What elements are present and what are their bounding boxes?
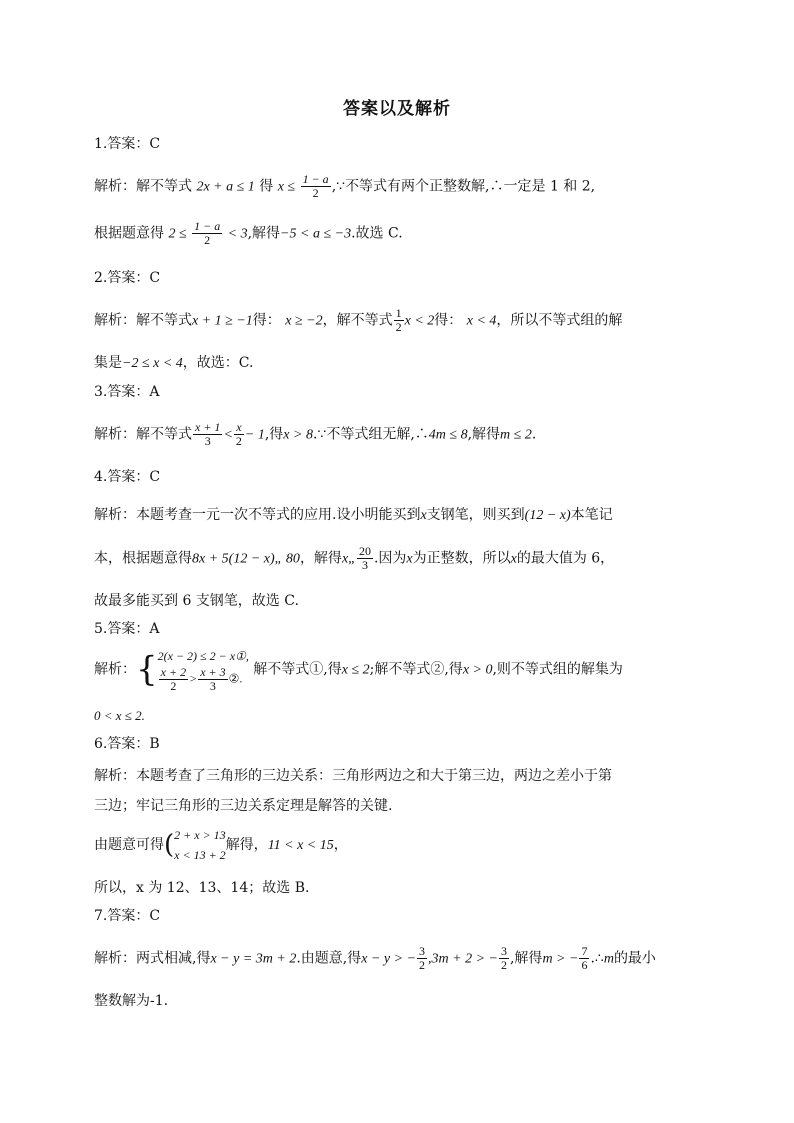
math: x − y = 3m + 2 xyxy=(210,951,297,967)
fraction: $\frac{3}{2}$ xyxy=(419,944,426,972)
text: ,解得 xyxy=(247,225,281,242)
q6-solution-line4: 所以，x 为 12、13、14；故选 B. xyxy=(94,880,310,896)
text: 解不等式①,得 xyxy=(253,661,342,678)
text: . xyxy=(531,426,537,443)
fraction: $\frac{1 - a}{2}$ xyxy=(302,172,329,200)
math: < xyxy=(223,427,233,443)
q6-solution-line2: 三边；牢记三角形的三边关系定理是解答的关键. xyxy=(94,798,393,814)
text: 为正整数，所以 xyxy=(412,550,511,567)
text: 解析：解不等式 xyxy=(94,426,192,443)
math: −5 < a ≤ −3 xyxy=(280,226,352,242)
text: ,解得 xyxy=(467,426,501,443)
text: 解析： xyxy=(94,661,136,678)
q5-answer: 5.答案：A xyxy=(94,621,160,637)
math: 8x + 5(12 − x)„ 80 xyxy=(192,551,300,567)
text: ，解不等式 xyxy=(322,312,393,329)
math: 2 ≤ xyxy=(168,226,187,242)
text: 解析：解不等式 xyxy=(94,178,192,195)
math: x > 8 xyxy=(283,427,313,443)
math: x > 0 xyxy=(462,662,493,678)
q3-answer: 3.答案：A xyxy=(94,384,160,400)
math: x − y > − xyxy=(361,951,417,967)
math: x xyxy=(420,508,427,523)
q7-solution-line1 xyxy=(94,945,700,972)
math: x < 4 xyxy=(466,313,497,329)
text: 的最小 xyxy=(613,950,656,967)
text: ,则不等式组的解集为 xyxy=(492,661,623,678)
fraction: $\frac{7}{6}$ xyxy=(581,944,588,972)
q4-solution-line1 xyxy=(94,506,700,525)
answer-document xyxy=(94,94,700,1010)
text: .由题意,得 xyxy=(296,950,362,967)
q1-answer: 1.答案：C xyxy=(94,136,161,152)
text: 得： xyxy=(434,312,463,329)
q1-solution-line2 xyxy=(94,220,700,247)
text: ，所以不等式组的解 xyxy=(496,312,623,329)
text: ，故选：C. xyxy=(182,355,254,371)
math: 2x + a ≤ 1 xyxy=(196,179,255,195)
text: 的最大值为 6， xyxy=(516,550,615,567)
fraction: $\frac{3}{2}$ xyxy=(500,944,507,972)
text: .∴ xyxy=(590,950,604,967)
math: x < 2 xyxy=(404,313,435,329)
math: m > − xyxy=(542,951,579,967)
math: − 1 xyxy=(244,427,265,443)
q5-solution-line1 xyxy=(94,646,700,693)
text: ，解得 xyxy=(299,550,342,567)
q4-solution-line2 xyxy=(94,545,700,572)
math: x ≤ 2 xyxy=(341,662,370,678)
inequality-system: { 2(x − 2) ≤ 2 − x①, $\frac{x + 2}{2}$ > $\frac{x + 3}{3}$ ②. xyxy=(136,649,249,693)
page-title: 答案以及解析 xyxy=(343,99,451,119)
math: x ≥ −2 xyxy=(285,313,323,329)
text: ,∵不等式有两个正整数解,∴一定是 1 和 2, xyxy=(331,178,596,195)
q2-solution-line1 xyxy=(94,307,700,334)
text: .因为 xyxy=(373,550,407,567)
text: 解析：解不等式 xyxy=(94,312,192,329)
text: 解析：两式相减,得 xyxy=(94,950,211,967)
fraction: $\frac{x}{2}$ xyxy=(235,420,242,448)
q2-answer: 2.答案：C xyxy=(94,270,161,286)
q3-solution-line1 xyxy=(94,421,700,448)
q2-solution-line2 xyxy=(94,354,700,373)
q7-solution-line2: 整数解为-1. xyxy=(94,993,169,1009)
text: 本笔记 xyxy=(570,507,613,523)
math: (12 − x) xyxy=(524,508,571,523)
q6-solution-line1: 解析：本题考查了三角形的三边关系：三角形两边之和大于第三边，两边之差小于第 xyxy=(94,768,612,784)
math: x„ xyxy=(341,551,356,567)
fraction: $\frac{20}{3}$ xyxy=(358,544,371,572)
q1-solution-line1 xyxy=(94,173,700,200)
math: x ≤ xyxy=(277,179,296,195)
text: ,得 xyxy=(264,426,284,443)
q4-answer: 4.答案：C xyxy=(94,469,161,485)
q5-solution-line2: 0 < x ≤ 2. xyxy=(94,708,145,723)
text: .∵不等式组无解,∴ xyxy=(312,426,429,443)
q4-solution-line3: 故最多能买到 6 支钢笔，故选 C. xyxy=(94,593,299,609)
math: m xyxy=(603,951,614,967)
text: 本，根据题意得 xyxy=(94,550,192,567)
text: 解析：本题考查一元一次不等式的应用.设小明能买到 xyxy=(94,507,421,523)
math: 11 < x < 15 xyxy=(267,838,334,853)
text: ， xyxy=(333,837,348,853)
text: 根据题意得 xyxy=(94,225,164,242)
text: ;解不等式②,得 xyxy=(369,661,463,678)
text: .故选 C. xyxy=(351,225,403,242)
math: −2 ≤ x < 4 xyxy=(122,356,183,371)
math: < 3 xyxy=(227,226,248,242)
fraction: $\frac{x + 1}{3}$ xyxy=(195,420,221,448)
q6-solution-line3 xyxy=(94,825,700,865)
text: 得 xyxy=(259,178,274,195)
math: x + 1 ≥ −1 xyxy=(192,313,253,329)
q7-answer: 7.答案：C xyxy=(94,908,161,924)
text: ,解得 xyxy=(509,950,543,967)
q6-answer: 6.答案：B xyxy=(94,736,160,752)
fraction: $\frac{1}{2}$ xyxy=(395,306,402,334)
math: x xyxy=(510,551,517,567)
fraction: $\frac{1 - a}{2}$ xyxy=(194,219,221,247)
math: 4m ≤ 8 xyxy=(428,427,468,443)
text: 由题意可得 xyxy=(94,837,164,853)
math: ,3m + 2 > − xyxy=(428,951,498,967)
text: 解得， xyxy=(225,837,268,853)
math: x xyxy=(406,551,413,567)
text: 集是 xyxy=(94,355,122,371)
inequality-system: ( 2 + x > 13 x < 13 + 2 xyxy=(164,828,226,862)
math: m ≤ 2 xyxy=(500,427,532,443)
text: 支钢笔，则买到 xyxy=(426,507,525,523)
text: 得： xyxy=(252,312,281,329)
